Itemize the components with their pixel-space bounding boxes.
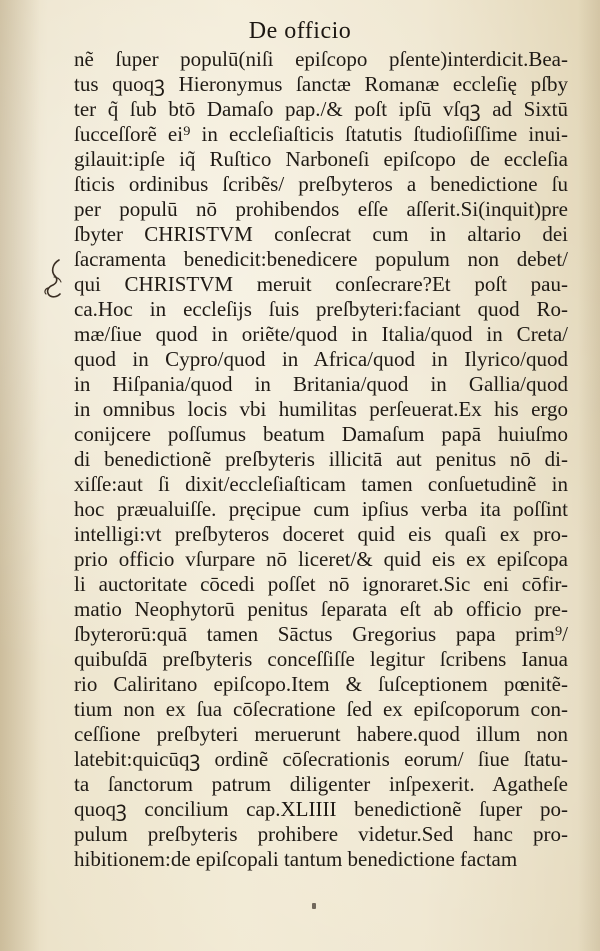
text-line: in omnibus locis vbi humilitas perſeuerat.Ex his ergo [74, 397, 568, 421]
text-line: ſticis ordinibus ſcribẽs/ preſbyteros a benedictione ſu [74, 172, 568, 196]
text-line: ceſſione preſbyteri meruerunt habere.quod illum non [74, 722, 568, 746]
text-line: per populū nō prohibendos eſſe aſſerit.Si(inquit)pre [74, 197, 568, 221]
text-line: ter q̃ ſub btō Damaſo pap./& poſt ipſū vſqꝫ ad Sixtū [74, 97, 568, 121]
text-line: quoqꝫ concilium cap.XLIIII benedictionẽ ſuper po- [74, 797, 568, 821]
text-line: xiſſe:aut ſi dixit/eccleſiaſticam tamen conſuetudinẽ in [74, 472, 568, 496]
text-block [74, 47, 568, 872]
text-line: ta ſanctorum patrum diligenter inſpexerit. Agatheſe [74, 772, 568, 796]
text-line: quibuſdā preſbyteris conceſſiſſe legitur ſcribens Ianua [74, 647, 568, 671]
text-line: nẽ ſuper populū(niſi epiſcopo pſente)interdicit.Bea- [74, 47, 568, 71]
text-line: hibitionem:de epiſcopali tantum benedictione factam [74, 847, 518, 871]
text-line: pulum preſbyteris prohibere videtur.Sed hanc pro- [74, 822, 568, 846]
manicule-margin-mark [42, 258, 68, 300]
text-line: rio Caliritano epiſcopo.Item & ſuſceptionem pœnitẽ- [74, 672, 568, 696]
text-line: prio officio vſurpare nō liceret/& quid eis ex epiſcopa [74, 547, 568, 571]
page-foot-mark [312, 903, 316, 909]
text-line: ſbyter CHRISTVM conſecrat cum in altario dei [74, 222, 568, 246]
text-line: tium non ex ſua cōſecratione ſed ex epiſcoporum con- [74, 697, 568, 721]
text-line: in Hiſpania/quod in Britania/quod in Gallia/quod [74, 372, 568, 396]
text-line: matio Neophytorū penitus ſeparata eſt ab officio pre- [74, 597, 568, 621]
text-line: intelligi:vt preſbyteros doceret quid eis quaſi ex pro- [74, 522, 568, 546]
text-line: di benedictionẽ preſbyteris illicitā aut penitus nō di- [74, 447, 568, 471]
text-line: li auctoritate cōcedi poſſet nō ignoraret.Sic eni cōfir- [74, 572, 568, 596]
text-line: gilauit:ipſe iq̃ Ruſtico Narboneſi epiſcopo de eccleſia [74, 147, 568, 171]
text-line: ſacramenta benedicit:benedicere populum non debet/ [74, 247, 568, 271]
text-line: ca.Hoc in eccleſijs ſuis preſbyteri:faciant quod Ro- [74, 297, 568, 321]
text-line: hoc præualuiſſe. pręcipue cum ipſius verba ita poſſint [74, 497, 568, 521]
text-line: latebit:quicūqꝫ ordinẽ cōſecrationis eorum/ ſiue ſtatu- [74, 747, 568, 771]
text-line: mæ/ſiue quod in oriẽte/quod in Italia/quod in Creta/ [74, 322, 568, 346]
running-header: De officio [248, 18, 352, 44]
text-line: ſucceſſorẽ ei⁹ in eccleſiaſticis ſtatutis ſtudioſiſſime inui- [74, 122, 568, 146]
text-line: tus quoqꝫ Hieronymus ſanctæ Romanæ eccleſię pſby [74, 72, 568, 96]
text-line: qui CHRISTVM meruit conſecrare?Et poſt pau- [74, 272, 568, 296]
text-line: ſbyterorū:quā tamen Sāctus Gregorius papa prim⁹/ [74, 622, 568, 646]
text-line: quod in Cypro/quod in Africa/quod in Ilyrico/quod [74, 347, 568, 371]
text-line: conijcere poſſumus beatum Damaſum papā huiuſmo [74, 422, 568, 446]
